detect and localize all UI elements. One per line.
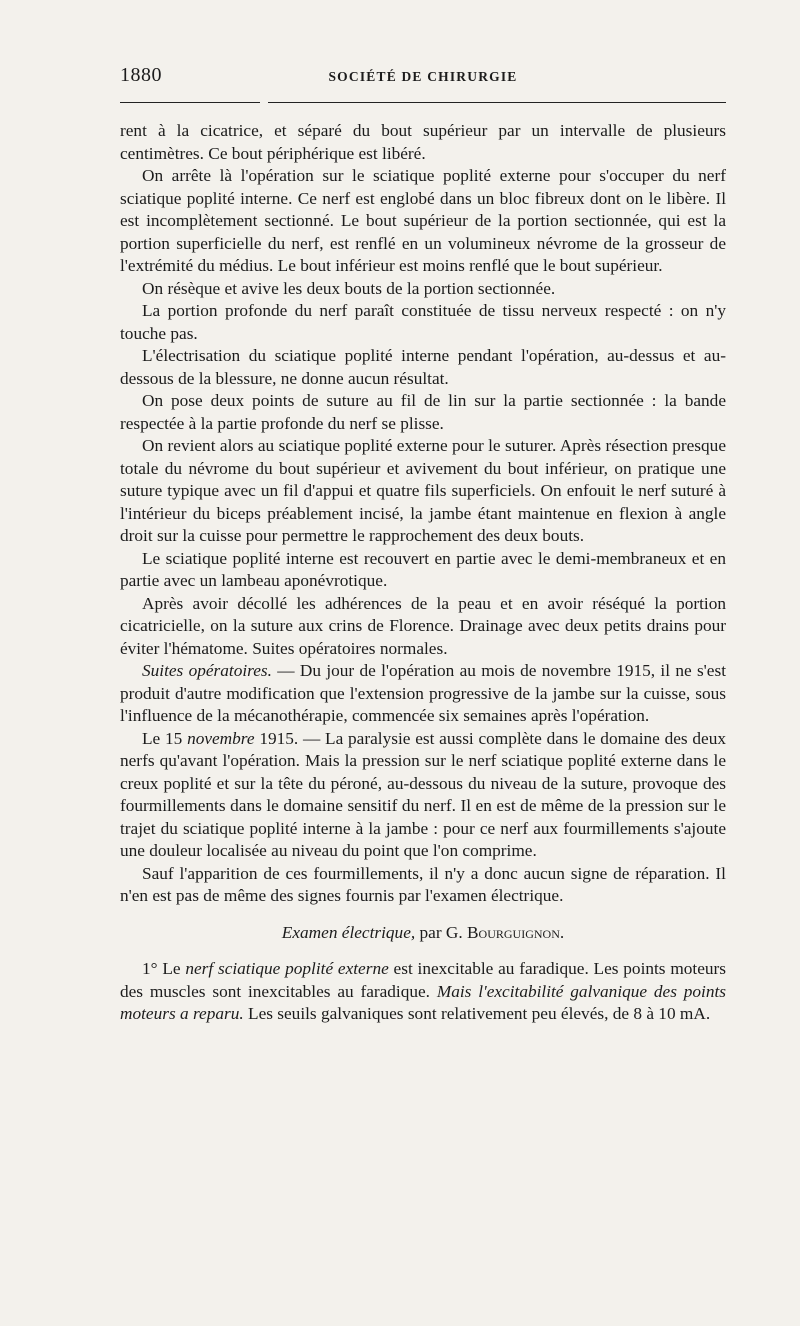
paragraph-5: L'électrisation du sciatique poplité interne pendant l'opération, au-dessus et au-dessous de la blessure, ne donne aucun résultat. [120,346,726,388]
novembre-prefix: Le 15 [142,728,188,748]
paragraph-suites [120,660,726,728]
exam-nerve: nerf sciatique poplité externe [185,959,389,978]
page-number: 1880 [120,64,162,86]
paragraph-8: Le sciatique poplité interne est recouvert en partie avec le demi-membraneux et en partie avec un lambeau aponévrotique. [120,548,726,590]
paragraph-7: On revient alors au sciatique poplité externe pour le suturer. Après résection presque totale du névrome du bout supérieur et avivement du bout inférieur, on pratique une suture typique avec un fil d'appui et quatre fils superficiels. On enfouit le nerf suturé à l'intérieur du biceps préablement incisé, la jambe étant maintenue en flexion à angle droit sur la cuisse pour permettre le rapprochement des deux bouts. [120,436,726,545]
exam-italic: Mais l'excitabilité galvanique des points moteurs a reparu. [120,981,726,1023]
body-text [120,120,726,1026]
paragraph-9: Après avoir décollé les adhérences de la peau et en avoir réséqué la portion cicatricielle, on la suture aux crins de Florence. Drainage avec deux petits drains pour éviter l'hématome. Suites opératoires normales. [120,593,726,658]
running-head [120,64,726,94]
paragraph-sauf: Sauf l'apparition de ces fourmillements, il n'y a donc aucun signe de réparation. Il n'en est pas de même des signes fournis par l'examen électrique. [120,863,726,905]
novembre-text: 1915. — La paralysie est aussi complète dans le domaine des deux nerfs qu'avant l'opération. Mais la pression sur le nerf sciatique poplité externe dans le creux poplité et sur la tête du péroné, au-dessous du niveau de la suture, provoque des fourmillements dans le domaine sensitif du nerf. Il en est de même de la pression sur le trajet du sciatique poplité interne à la jambe : pour ce nerf aux fourmillements s'ajoute une douleur localisée au niveau du point que l'on comprime. [120,728,726,860]
exam-num: 1° Le [142,959,186,978]
paragraph-3: On résèque et avive les deux bouts de la portion sectionnée. [142,278,556,298]
section-by: par G. [415,922,468,942]
section-title: Examen électrique, [281,922,416,942]
paragraph-6: On pose deux points de suture au fil de lin sur la partie sectionnée : la bande respectée à la partie profonde du nerf se plisse. [120,391,726,433]
section-author: Bourguignon. [467,922,565,942]
paragraph-2: On arrête là l'opération sur le sciatique poplité externe pour s'occuper du nerf sciatique poplité interne. Ce nerf est englobé dans un bloc fibreux dont on le libère. Il est incomplètement sectionné. Le bout supérieur de la portion sectionnée, qui est la portion superficielle du nerf, est renflé en un volumineux névrome de la grosseur de l'extrémité du médius. Le bout inférieur est moins renflé que le bout supérieur. [120,166,726,275]
running-title: SOCIÉTÉ DE CHIRURGIE [328,69,518,84]
exam-text2: Les seuils galvaniques sont relativement peu élevés, de 8 à 10 mA. [243,1004,711,1023]
suites-label: Suites opératoires. [142,661,272,680]
novembre-month: novembre [187,728,255,748]
paragraph-4: La portion profonde du nerf paraît constituée de tissu nerveux respecté : on n'y touche pas. [120,301,726,343]
page [120,64,726,1026]
paragraph-novembre [120,728,726,863]
exam-text1: est inexcitable au faradique. Les points moteurs des muscles sont inexcitables au faradique. [120,959,726,1001]
paragraph-exam [120,958,726,1026]
suites-text: — Du jour de l'opération au mois de novembre 1915, il ne s'est produit d'autre modification que l'extension progressive de la jambe sur la cuisse, sous l'influence de la mécanothérapie, commencée six semaines après l'opération. [120,661,726,725]
paragraph-1: rent à la cicatrice, et séparé du bout supérieur par un intervalle de plusieurs centimètres. Ce bout périphérique est libéré. [120,121,726,163]
header-rule [120,102,726,103]
section-heading [120,922,726,945]
